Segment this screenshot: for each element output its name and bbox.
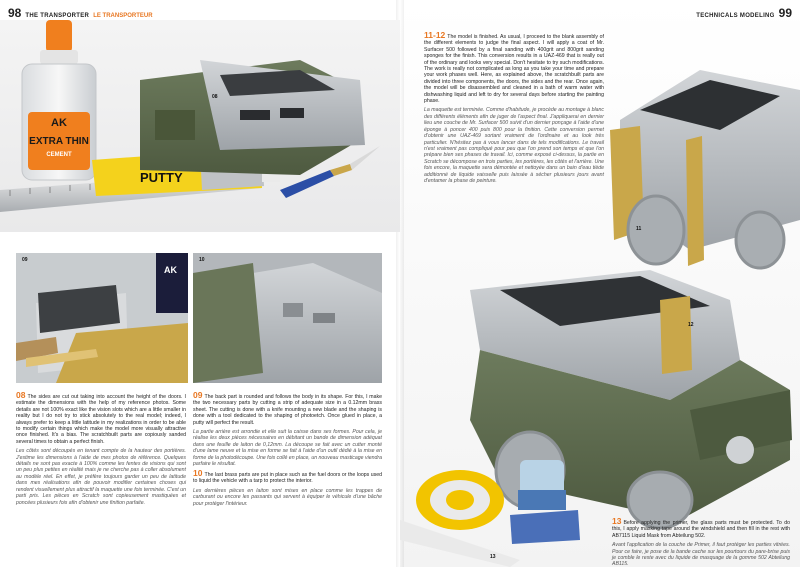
step-10-text (193, 470, 382, 510)
putty-label: PUTTY (140, 170, 183, 185)
step-09-fr: La partie arrière est arrondie et elle suit la caisse dans ses formes. Pour cela, je réalise les deux pièces nécessaires en débitant un bande de dimension adéquat dans une feuille de laiton de 0,12mm. La découpe se fait avec un cutter monté d'une lame neuve et la mise en forme se fait à l'aide d'un outil dédié à la mise en forme de la photodécoupe. Une fois collé en place, un nouveau masticage viendra parfaire le résultat. (193, 429, 382, 468)
photo-09-brass-sheet (16, 253, 188, 383)
step-09-en: The back part is rounded and follows the body in its shape. For this, I make the two necessary parts by cutting a strip of adequate size in a 0.12mm brass sheet. The cutting is done with a knife mounting a new blade and the shaping is done with a tool dedicated to the shaping of photoetch. Once glued in place, a putty will perfect the result. (193, 394, 382, 426)
step-11-12-number: 11-12 (424, 30, 446, 40)
photo-11-illustration (610, 30, 800, 270)
magazine-title-alt: LE TRANSPORTEUR (93, 13, 153, 19)
photo-10-illustration (193, 253, 382, 383)
section-title: TECHNICALS MODELING (696, 13, 775, 19)
photo-number-09: 09 (22, 257, 28, 263)
photo-number-08: 08 (212, 94, 218, 100)
photo-number-10: 10 (199, 257, 205, 263)
step-13-number: 13 (612, 516, 622, 526)
step-08-fr: Les côtés sont découpés en tenant compte de la hauteur des portières. J'estime les dimensions à l'aide de mes photos de référence. Quelques détails ne sont pas exacte à 100% comme les fentes de visions qui sont un peu plus petites en réalité mais je ne cherche pas à coller absolument au modèle réel. En effet, je préfère toujours garder un peu de latitude dans mes réalisations afin de pouvoir modifier certaines choses qui rendent visuellement plus attractif la maquette une fois terminée. C'est un parti pris. Les pièces en Scratch sont copieusement mastiquées et poncées plusieurs fois afin d'obtenir une finition parfaite. (16, 448, 186, 506)
step-11-12-fr: La maquette est terminée. Comme d'habitude, je procède au montage à blanc des différents éléments afin de juger de l'aspect final. J'appliquerai en dernier lieu une couche de Mr. Surfacer 500 suivit d'un dernier ponçage à l'aide d'une éponge à poncer 400 puis 800 pour la finition. Cette conversion permet d'obtenir une UAZ-469 sortant vraiment de l'ordinaire et au look très particulier. N'hésitez pas à vous lancer dans de tels modifications. Le travail n'est vraiment pas compliqué pour peu que l'on prend son temps et que l'on prépare bien ses phases de travail. Ici, comme exposé ci-dessus, la partie en Scratch se décompose en trois parties, les portières, les côtés et l'arrière. Une fois encore, la maquette sera démontée et nettoyée dans un bain d'eau tiède additionné de liquide vaisselle puis laissée à sécher plusieurs jours avant d'entamer la phase de peinture. (424, 107, 604, 184)
photo-13-masking-tools (400, 440, 630, 567)
photo-13-illustration (400, 440, 630, 567)
step-08-number: 08 (16, 390, 26, 400)
step-11-12-en: The model is finished. As usual, I proceed to the blank assembly of the different elements to judge the final aspect. I will apply a coat of Mr. Surfacer 500 followed by a final sanding with 400grit and 800grit sanding sponges for the finish. This conversion results in a UAZ-469 that is really out of the ordinary and looks very special. Don't hesitate to try such modifications. The work is really not complicated as long as you take your time and prepare your work phases well. Here, as explained above, the scratchbuilt parts are divided into three components, the doors, the sides and the rear. Once again, the model will be disassembled and cleaned in a bath of warm water with dishwashing liquid and left to dry for several days before starting the painting phase. (424, 34, 604, 105)
step-10-en: The last brass parts are put in place such as the fuel doors or the loops used to liquid the vehicle with a tarp to protect the interior. (193, 472, 382, 485)
step-09-number: 09 (193, 390, 203, 400)
photo-09-illustration (16, 253, 188, 383)
photo-number-12: 12 (688, 322, 694, 328)
step-10-number: 10 (193, 468, 203, 478)
page-number-right: 99 (778, 6, 792, 20)
glue-brand-text: AK (51, 117, 67, 129)
step-13-fr: Avant l'application de la couche de Primer, il faut protéger les parties vitrées. Pour ce faire, je pose de la bande cache sur les pourtours du pare-brise puis je comble le reste avec du liquide de masquage de la gomme 502 Abteilung AB115. (612, 542, 790, 567)
step-13-en: Before applying the primer, the glass parts must be protected. To do this, I apply masking tape around the windshield and then fill in the rest with AB7115 Liquid Mask from Abteilung 502. (612, 520, 790, 539)
glue-name-text: EXTRA THIN (29, 136, 89, 147)
folio-right (696, 6, 792, 20)
step-09-text (193, 392, 382, 470)
photo-number-13: 13 (490, 554, 496, 560)
folio-left (8, 6, 153, 20)
glue-sub-text: CEMENT (46, 152, 72, 158)
photo-number-11: 11 (636, 226, 642, 232)
step-13-text (612, 518, 790, 567)
step-10-fr: Les dernières pièces en laiton sont mises en place comme les trappes de carburant ou encore les passants qui servent à équiper le véhicule d'une bâche pour protéger l'intérieur. (193, 487, 382, 507)
magazine-title: THE TRANSPORTER (25, 13, 90, 19)
photo-11-rear-view (610, 30, 800, 270)
step-08-text (16, 392, 186, 509)
ak-label-09: AK (164, 265, 177, 275)
step-11-12-text (424, 32, 604, 187)
step-08-en: The sides are cut out taking into account the height of the doors. I estimate the dimensions with the help of my reference photos. Some details are not 100% exact like the vision slots which are a little smaller in reality but I do not try to stick absolutely to the real model; indeed, I always prefer to keep a little latitude in my realizations in order to be able to modify certain things which make the model more visually attractive once finished. It's a bias. The scratchbuilt parts are copiously sanded several times to obtain a perfect finish. (16, 394, 186, 445)
photo-08-tools-and-model (0, 20, 400, 232)
page-number-left: 98 (8, 6, 22, 20)
photo-08-illustration (0, 20, 400, 232)
photo-10-rear-body (193, 253, 382, 383)
